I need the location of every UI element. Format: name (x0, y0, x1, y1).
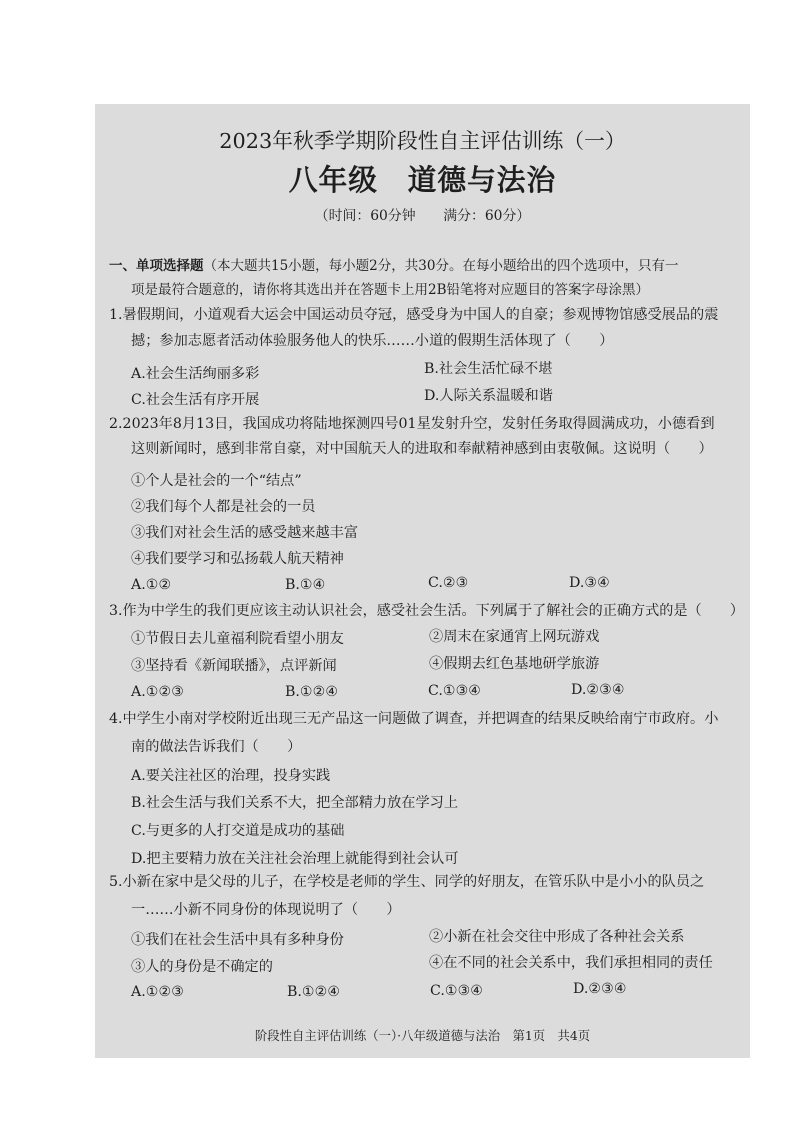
question-2-statement-2: ②我们每个人都是社会的一员 (131, 499, 316, 515)
question-4-option-c: C.与更多的人打交道是成功的基础 (131, 823, 345, 839)
question-5-option-d: D.②③④ (573, 981, 627, 997)
question-1-stem-1: 1.暑假期间，小道观看大运会中国运动员夺冠，感受身为中国人的自豪；参观博物馆感受展品的震 (109, 307, 719, 323)
question-2-option-a: A.①② (131, 577, 172, 593)
exam-subject: 八年级 道德与法治 (288, 163, 557, 197)
question-2-option-d: D.③④ (569, 575, 610, 591)
question-3-statement-1: ①节假日去儿童福利院看望小朋友 (131, 631, 344, 647)
question-5-option-c: C.①③④ (430, 983, 484, 999)
question-2-option-c: C.②③ (428, 575, 469, 591)
question-4-option-b: B.社会生活与我们关系不大，把全部精力放在学习上 (131, 795, 459, 811)
question-5-statement-4: ④在不同的社会关系中，我们承担相同的责任 (429, 955, 713, 971)
section-instruction-1: （本大题共15小题，每小题2分，共30分。在每小题给出的四个选项中，只有一 (203, 258, 679, 274)
question-4-stem-1: 4.中学生小南对学校附近出现三无产品这一问题做了调查，并把调查的结果反映给南宁市政府。小 (109, 711, 719, 727)
question-5-stem-1: 5.小新在家中是父母的儿子，在学校是老师的学生、同学的好朋友，在管乐队中是小小的队员之 (109, 874, 705, 890)
question-2-option-b: B.①④ (285, 577, 326, 593)
question-2-stem-1: 2.2023年8月13日，我国成功将陆地探测四号01星发射升空，发射任务取得圆满成功，小德看到 (109, 416, 715, 432)
question-5-option-a: A.①②③ (131, 984, 184, 1000)
question-1-stem-2: 撼；参加志愿者活动体验服务他人的快乐……小道的假期生活体现了（ ） (131, 333, 614, 349)
question-1-option-b: B.社会生活忙碌不堪 (424, 361, 553, 377)
question-5-statement-1: ①我们在社会生活中具有多种身份 (131, 932, 344, 948)
question-5-option-b: B.①②④ (287, 984, 341, 1000)
exam-info: （时间：60分钟 满分：60分） (314, 208, 531, 224)
question-4-stem-2: 南的做法告诉我们（ ） (131, 739, 302, 755)
question-2-statement-4: ④我们要学习和弘扬载人航天精神 (131, 551, 344, 567)
question-4-option-a: A.要关注社区的治理，投身实践 (131, 768, 331, 784)
section-heading: 一、单项选择题 (109, 258, 204, 274)
question-1-option-a: A.社会生活绚丽多彩 (131, 366, 260, 382)
question-3-statement-2: ②周末在家通宵上网玩游戏 (429, 629, 600, 645)
page-footer: 阶段性自主评估训练（一）·八年级道德与法治 第1页 共4页 (254, 1028, 591, 1043)
section-instruction-2: 项是最符合题意的，请你将其选出并在答题卡上用2B铅笔将对应题目的答案字母涂黑） (131, 282, 650, 298)
question-1-option-d: D.人际关系温暖和谐 (424, 388, 553, 404)
question-3-option-a: A.①②③ (131, 684, 184, 700)
question-1-option-c: C.社会生活有序开展 (131, 392, 260, 408)
question-3-statement-3: ③坚持看《新闻联播》，点评新闻 (131, 658, 337, 674)
exam-title: 2023年秋季学期阶段性自主评估训练（一） (219, 129, 626, 153)
question-2-stem-2: 这则新闻时，感到非常自豪，对中国航天人的进取和奉献精神感到由衷敬佩。这说明（ ） (131, 441, 713, 457)
question-3-statement-4: ④假期去红色基地研学旅游 (429, 656, 600, 672)
question-3-stem-1: 3.作为中学生的我们更应该主动认识社会，感受社会生活。下列属于了解社会的正确方式的是（ ） (109, 603, 744, 619)
question-4-option-d: D.把主要精力放在关注社会治理上就能得到社会认可 (131, 851, 459, 867)
question-3-option-d: D.②③④ (571, 682, 625, 698)
question-2-statement-1: ①个人是社会的一个“结点” (131, 473, 302, 489)
question-5-statement-3: ③人的身份是不确定的 (131, 959, 273, 975)
question-3-option-b: B.①②④ (285, 684, 339, 700)
question-5-statement-2: ②小新在社会交往中形成了各种社会关系 (429, 929, 685, 945)
exam-page (95, 104, 750, 1058)
section-heading-line (109, 254, 678, 274)
question-3-option-c: C.①③④ (428, 683, 482, 699)
question-5-stem-2: 一……小新不同身份的体现说明了（ ） (131, 902, 401, 918)
question-2-statement-3: ③我们对社会生活的感受越来越丰富 (131, 525, 359, 541)
